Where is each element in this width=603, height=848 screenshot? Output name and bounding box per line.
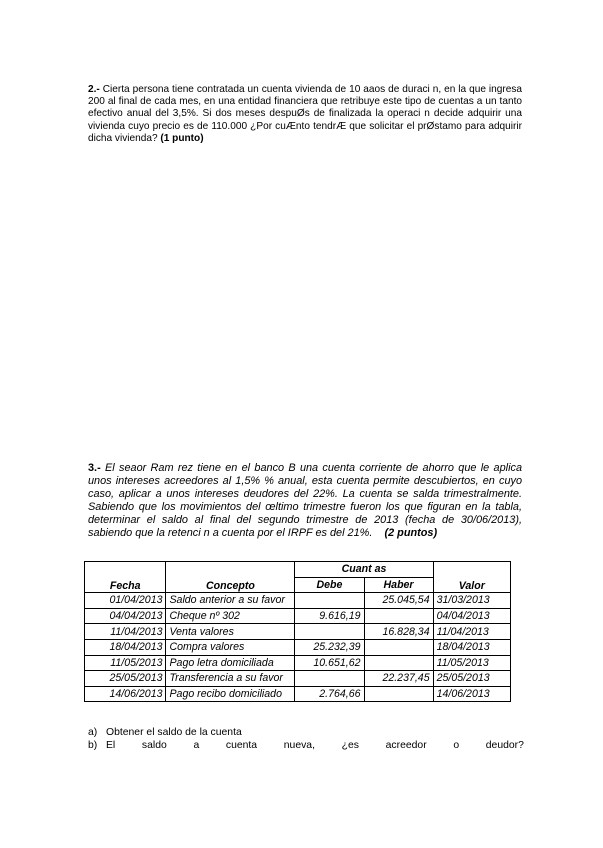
cell-debe (295, 593, 364, 609)
task-text (106, 739, 524, 752)
cell-concepto: Cheque nº 302 (166, 608, 295, 624)
movements-table (84, 561, 511, 702)
table-row (85, 671, 511, 687)
table-row (85, 639, 511, 655)
question-2-text: Cierta persona tiene contratada un cuenta vivienda de 10 aaos de duraci n, en la que ingresa 200 al final de cada mes, en una entidad financiera que retribuye este tipo de cuentas a un tanto efectivo anual del 3,5%. Si dos meses despuØs de finalizada la operaci n decide adquirir una vivienda cuyo precio es de 110.000 ¿Por cuÆnto tendrÆ que solicitar el prØstamo para adquirir dicha vivienda? (88, 84, 522, 144)
cell-concepto: Compra valores (166, 639, 295, 655)
cell-haber: 22.237,45 (364, 671, 433, 687)
cell-debe (295, 624, 364, 640)
cell-concepto: Transferencia a su favor (166, 671, 295, 687)
cell-fecha: 11/04/2013 (85, 624, 166, 640)
task-word: a (193, 740, 200, 751)
cell-valor: 18/04/2013 (433, 639, 510, 655)
cell-valor: 31/03/2013 (433, 593, 510, 609)
cell-debe: 25.232,39 (295, 639, 364, 655)
cell-haber: 16.828,34 (364, 624, 433, 640)
task-list (88, 726, 524, 752)
question-2-number: 2.- (88, 84, 100, 95)
task-label: a) (88, 727, 98, 738)
task-word: acreedor (385, 740, 427, 751)
table-row (85, 624, 511, 640)
cell-debe (295, 671, 364, 687)
cell-valor: 11/04/2013 (433, 624, 510, 640)
cell-fecha: 11/05/2013 (85, 655, 166, 671)
question-3-points: (2 puntos) (384, 527, 438, 540)
header-fecha: Fecha (85, 562, 166, 593)
table-row (85, 593, 511, 609)
header-haber: Haber (364, 577, 433, 593)
cell-haber (364, 686, 433, 702)
task-item-b (88, 739, 524, 752)
cell-valor: 14/06/2013 (433, 686, 510, 702)
cell-haber (364, 639, 433, 655)
cell-valor: 04/04/2013 (433, 608, 510, 624)
table-row (85, 686, 511, 702)
task-word: nueva, (283, 740, 315, 751)
task-word: cuenta (225, 740, 258, 751)
task-word: saldo (141, 740, 167, 751)
cell-debe: 10.651,62 (295, 655, 364, 671)
task-item-a (88, 726, 524, 739)
cell-debe: 2.764,66 (295, 686, 364, 702)
question-3-number: 3.- (88, 462, 101, 474)
question-2-points: (1 punto) (160, 132, 204, 144)
cell-fecha: 18/04/2013 (85, 639, 166, 655)
cell-fecha: 14/06/2013 (85, 686, 166, 702)
question-3-text: El seaor Ram rez tiene en el banco B una cuenta corriente de ahorro que le aplica unos intereses acreedores al 1,5% % anual, esta cuenta permite descubiertos, en cuyo caso, aplicar a unos intereses deudores del 22%. La cuenta se salda trimestralmente. Sabiendo que los movimientos del œltimo trimestre fueron los que figuran en la tabla, determinar el saldo al final del segundo trimestre de 2013 (fecha de 30/06/2013), sabiendo que la retenci n a cuenta por el IRPF es del 21%. (88, 462, 522, 540)
question-2 (88, 84, 522, 145)
header-debe: Debe (295, 577, 364, 593)
table-row (85, 608, 511, 624)
cell-debe: 9.616,19 (295, 608, 364, 624)
task-text: Obtener el saldo de la cuenta (106, 727, 242, 738)
task-word: ¿es (341, 740, 359, 751)
cell-concepto: Pago letra domiciliada (166, 655, 295, 671)
cell-valor: 11/05/2013 (433, 655, 510, 671)
task-word: El (106, 740, 116, 751)
cell-valor: 25/05/2013 (433, 671, 510, 687)
task-word: deudor? (485, 740, 524, 751)
cell-haber (364, 608, 433, 624)
table-header-row-1 (85, 562, 511, 578)
cell-haber (364, 655, 433, 671)
table-row (85, 655, 511, 671)
cell-fecha: 25/05/2013 (85, 671, 166, 687)
cell-fecha: 01/04/2013 (85, 593, 166, 609)
header-cuentas: Cuant as (295, 562, 433, 578)
cell-haber: 25.045,54 (364, 593, 433, 609)
task-word: o (453, 740, 460, 751)
cell-fecha: 04/04/2013 (85, 608, 166, 624)
header-concepto: Concepto (166, 562, 295, 593)
cell-concepto: Pago recibo domiciliado (166, 686, 295, 702)
header-valor: Valor (433, 562, 510, 593)
question-3 (88, 462, 522, 541)
cell-concepto: Saldo anterior a su favor (166, 593, 295, 609)
cell-concepto: Venta valores (166, 624, 295, 640)
task-label: b) (88, 740, 98, 751)
